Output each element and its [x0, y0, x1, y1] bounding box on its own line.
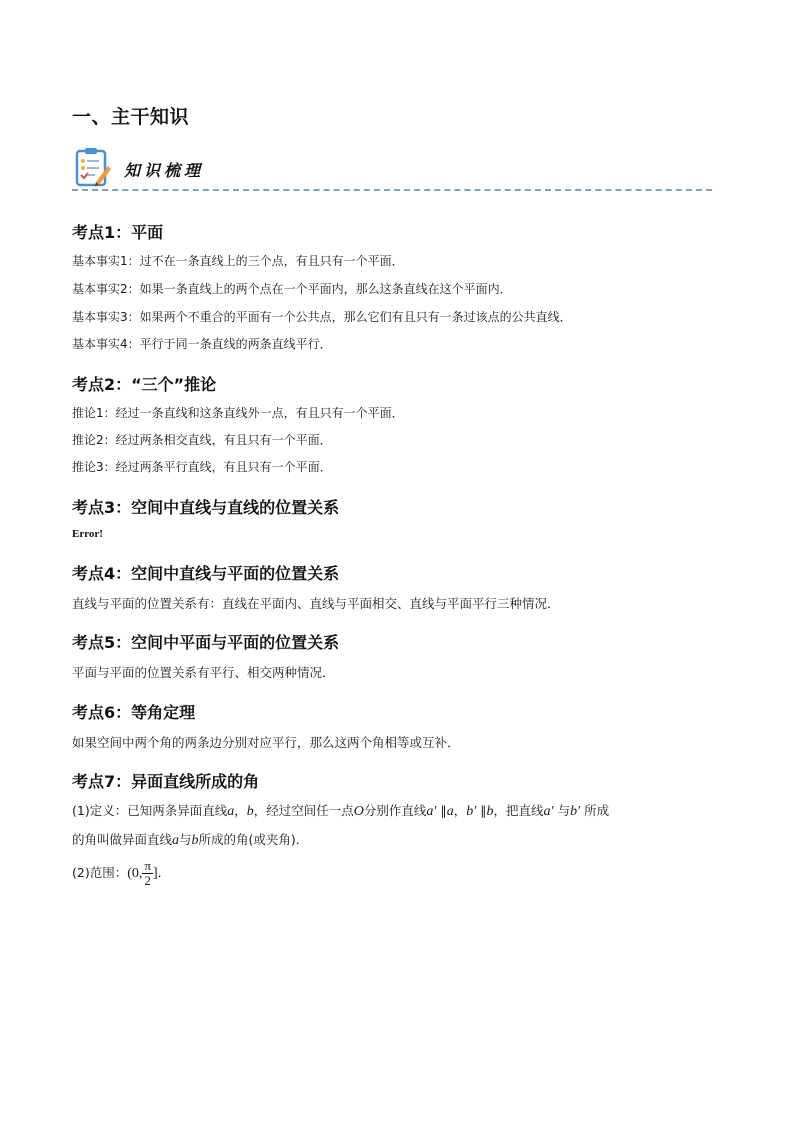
k2-line-2: 推论2：经过两条相交直线，有且只有一个平面．: [72, 433, 332, 447]
k5-text: 平面与平面的位置关系有平行、相交两种情况．: [72, 665, 335, 680]
range-label: (2)范围：: [72, 865, 128, 880]
heading-k7: 考点7：异面直线所成的角: [72, 772, 260, 791]
var-a: a: [172, 833, 180, 848]
var-b: b: [246, 804, 254, 819]
heading-k3: 考点3：空间中直线与直线的位置关系: [72, 498, 340, 517]
k7-definition-line-2: [72, 830, 308, 849]
range-end: ．: [157, 865, 171, 880]
var-a-prime: a′: [426, 804, 437, 819]
def-text: 所成: [584, 803, 610, 818]
k2-line-3: 推论3：经过两条平行直线，有且只有一个平面．: [72, 460, 332, 474]
def-text: ，经过空间任一点: [253, 803, 354, 818]
pi-over-2-fraction: [142, 859, 153, 888]
k7-range: [72, 856, 170, 891]
k2-line-1: 推论1：经过一条直线和这条直线外一点，有且只有一个平面．: [72, 406, 404, 420]
heading-k4: 考点4：空间中直线与平面的位置关系: [72, 564, 340, 583]
fraction-numerator: π: [144, 858, 151, 873]
var-a-prime: a′: [543, 804, 554, 819]
fraction-denominator: 2: [144, 873, 151, 888]
k1-line-4: 基本事实4：平行于同一条直线的两条直线平行．: [72, 337, 332, 351]
parallel-symbol: ∥: [440, 803, 447, 818]
error-text: Error!: [72, 528, 103, 540]
def-text: ，: [453, 803, 467, 818]
k1-line-1: 基本事实1：过不在一条直线上的三个点，有且只有一个平面．: [72, 254, 404, 268]
def-text: 分别作直线: [363, 803, 427, 818]
var-O: O: [353, 804, 364, 819]
dashed-divider: [72, 189, 712, 191]
def-text: 与: [557, 803, 571, 818]
heading-k2: 考点2：“三个”推论: [72, 375, 217, 394]
var-b: b: [191, 833, 199, 848]
var-a: a: [446, 804, 454, 819]
range-open: (0,: [127, 866, 143, 881]
k1-line-2: 基本事实2：如果一条直线上的两个点在一个平面内，那么这条直线在这个平面内．: [72, 282, 512, 296]
def-text: (1)定义：已知两条异面直线: [72, 803, 228, 818]
var-a: a: [227, 804, 235, 819]
var-b: b: [486, 804, 494, 819]
knowledge-banner: [72, 146, 712, 196]
range-close: ]: [152, 866, 158, 881]
k4-text: 直线与平面的位置关系有：直线在平面内、直线与平面相交、直线与平面平行三种情况．: [72, 596, 560, 611]
def-text: ，把直线: [493, 803, 544, 818]
def-text: 的角叫做异面直线: [72, 832, 173, 847]
def-text: 与: [179, 832, 192, 847]
k7-definition-line-1: [72, 801, 609, 820]
def-text: 所成的角(或夹角)．: [198, 832, 309, 847]
k1-line-3: 基本事实3：如果两个不重合的平面有一个公共点，那么它们有且只有一条过该点的公共直线．: [72, 310, 572, 324]
var-b-prime: b′: [466, 804, 477, 819]
checklist-pencil-icon: [74, 148, 112, 188]
var-b-prime: b′: [570, 804, 581, 819]
section-title: 一、主干知识: [72, 106, 190, 128]
parallel-symbol: ∥: [480, 803, 487, 818]
heading-k5: 考点5：空间中平面与平面的位置关系: [72, 633, 340, 652]
banner-title: 知识梳理: [124, 161, 205, 180]
def-text: ，: [234, 803, 247, 818]
heading-k1: 考点1：平面: [72, 223, 164, 242]
k6-text: 如果空间中两个角的两条边分别对应平行，那么这两个角相等或互补．: [72, 735, 460, 750]
heading-k6: 考点6：等角定理: [72, 703, 196, 722]
